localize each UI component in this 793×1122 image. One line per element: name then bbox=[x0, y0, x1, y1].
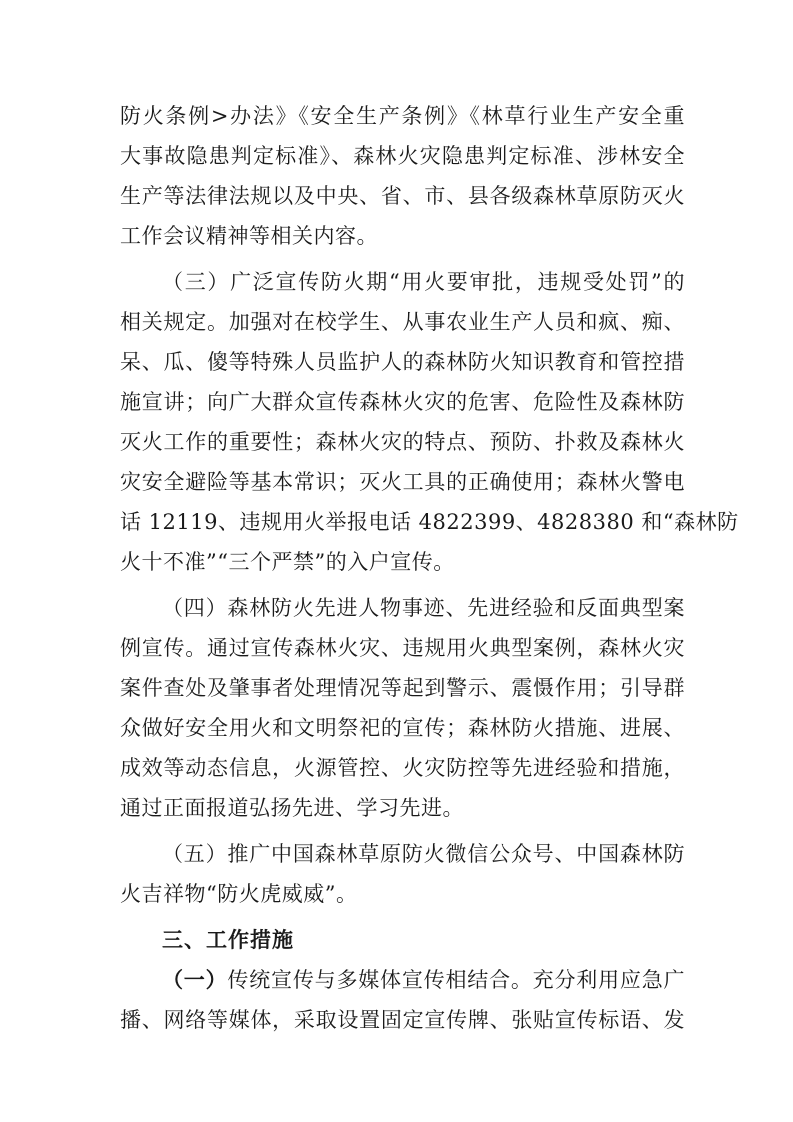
paragraph-line: 例宣传。通过宣传森林火灾、违规用火典型案例，森林火灾 bbox=[120, 636, 685, 660]
measure-1-line bbox=[120, 960, 685, 1000]
paragraph-line: 案件查处及肇事者处理情况等起到警示、震慑作用；引导群 bbox=[120, 676, 685, 700]
paragraph-line: 大事故隐患判定标准》、森林火灾隐患判定标准、涉林安全 bbox=[120, 144, 685, 168]
paragraph-line: 防火条例>办法》《安全生产条例》《林草行业生产安全重 bbox=[120, 104, 685, 128]
paragraph-line: 灾安全避险等基本常识；灭火工具的正确使用；森林火警电 bbox=[120, 470, 685, 494]
paragraph-line: 相关规定。加强对在校学生、从事农业生产人员和疯、痴、 bbox=[120, 310, 685, 334]
section-5-line: （五）推广中国森林草原防火微信公众号、中国森林防 bbox=[162, 842, 685, 866]
paragraph-line: 火吉祥物“防火虎威威”。 bbox=[120, 882, 358, 906]
measure-1-text: 传统宣传与多媒体宣传相结合。充分利用应急广 bbox=[227, 968, 686, 992]
paragraph-line: 呆、瓜、傻等特殊人员监护人的森林防火知识教育和管控措 bbox=[120, 350, 685, 374]
paragraph-line: 成效等动态信息，火源管控、火灾防控等先进经验和措施， bbox=[120, 756, 685, 780]
document-body bbox=[120, 96, 739, 1040]
paragraph-line: 话 12119、违规用火举报电话 4822399、4828380 和“森林防 bbox=[120, 510, 739, 534]
paragraph-line: 施宣讲；向广大群众宣传森林火灾的危害、危险性及森林防 bbox=[120, 390, 685, 414]
paragraph-line: 众做好安全用火和文明祭祀的宣传；森林防火措施、进展、 bbox=[120, 716, 685, 740]
paragraph-line: 工作会议精神等相关内容。 bbox=[120, 224, 378, 248]
paragraph-line: 播、网络等媒体，采取设置固定宣传牌、张贴宣传标语、发 bbox=[120, 1008, 685, 1032]
section-3-line: （三）广泛宣传防火期“用火要审批，违规受处罚”的 bbox=[162, 270, 685, 294]
paragraph-line: 生产等法律法规以及中央、省、市、县各级森林草原防灭火 bbox=[120, 184, 685, 208]
section-4-line: （四）森林防火先进人物事迹、先进经验和反面典型案 bbox=[162, 596, 685, 620]
paragraph-line: 火十不准”“三个严禁”的入户宣传。 bbox=[120, 550, 455, 574]
measure-1-label: （一） bbox=[162, 968, 228, 992]
paragraph-line: 通过正面报道弘扬先进、学习先进。 bbox=[120, 796, 464, 820]
section-heading: 三、工作措施 bbox=[162, 928, 294, 952]
paragraph-line: 灭火工作的重要性；森林火灾的特点、预防、扑救及森林火 bbox=[120, 430, 685, 454]
